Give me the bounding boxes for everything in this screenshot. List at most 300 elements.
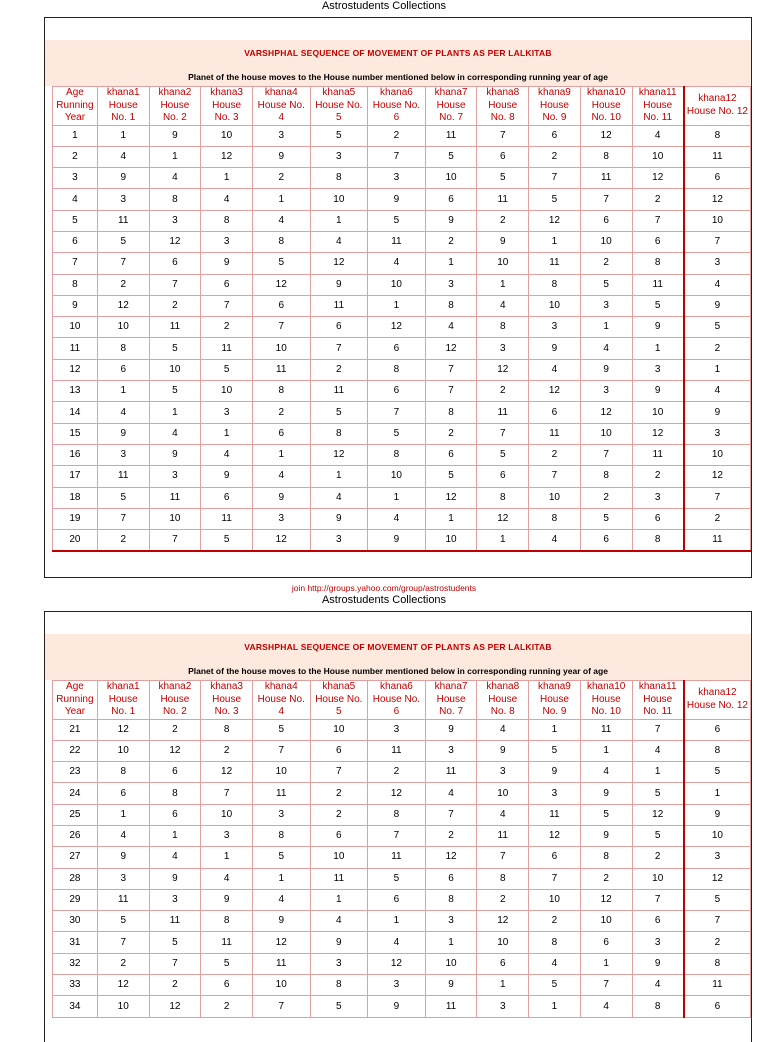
house-cell: 1 [684, 783, 751, 804]
house-cell: 7 [310, 338, 368, 359]
house-cell: 4 [425, 317, 477, 338]
house-cell: 7 [477, 423, 529, 444]
footer-link[interactable]: join http://groups.yahoo.com/group/astrostudents [291, 583, 477, 593]
table-row [53, 825, 751, 846]
house-cell: 6 [201, 274, 253, 295]
table-row [53, 847, 751, 868]
house-cell: 1 [425, 508, 477, 529]
khana8-column-header [477, 87, 529, 126]
house-cell: 1 [97, 125, 149, 146]
header-line: House [488, 693, 518, 705]
house-cell: 1 [310, 889, 368, 910]
house-cell: 3 [684, 423, 751, 444]
khana9-column-header [529, 87, 581, 126]
house-cell: 1 [252, 868, 310, 889]
house-cell: 6 [368, 889, 426, 910]
header-line: House [539, 99, 569, 111]
house-cell: 10 [529, 889, 581, 910]
section-subtitle: Planet of the house moves to the House number mentioned below in corresponding running year of age [188, 72, 608, 82]
khana12-column-header [684, 87, 751, 126]
house-cell: 6 [477, 953, 529, 974]
house-cell: 12 [580, 402, 632, 423]
house-cell: 5 [684, 317, 751, 338]
house-cell: 8 [97, 762, 149, 783]
house-cell: 2 [580, 253, 632, 274]
header-line: No. 9 [542, 706, 567, 717]
house-cell: 11 [477, 189, 529, 210]
house-cell: 8 [310, 168, 368, 189]
house-cell: 2 [684, 508, 751, 529]
header-line: khana10 [586, 681, 626, 692]
house-cell: 3 [425, 740, 477, 761]
khana10-column-header [580, 87, 632, 126]
header-line: House [160, 99, 190, 111]
khana2-column-header [149, 87, 201, 126]
house-cell: 3 [201, 231, 253, 252]
header-line: House [436, 99, 466, 111]
house-cell: 6 [425, 444, 477, 465]
house-cell: 11 [425, 762, 477, 783]
house-cell: 3 [310, 530, 368, 552]
age-cell: 31 [53, 932, 98, 953]
table-row [53, 530, 751, 552]
house-cell: 6 [425, 189, 477, 210]
house-cell: 3 [529, 317, 581, 338]
khana9-column-header [529, 681, 581, 720]
header-line: Year [64, 706, 86, 717]
house-cell: 3 [149, 466, 201, 487]
house-cell: 9 [149, 125, 201, 146]
khana3-column-header [201, 87, 253, 126]
house-cell: 8 [368, 359, 426, 380]
house-cell: 1 [632, 762, 684, 783]
house-cell: 7 [368, 146, 426, 167]
house-cell: 11 [684, 530, 751, 552]
header-line: Running [56, 99, 94, 111]
house-cell: 12 [252, 274, 310, 295]
house-cell: 8 [425, 295, 477, 316]
house-cell: 7 [97, 508, 149, 529]
khana3-column-header [201, 681, 253, 720]
table-row [53, 889, 751, 910]
house-cell: 9 [632, 381, 684, 402]
header-line: khana8 [486, 681, 520, 692]
age-cell: 25 [53, 804, 98, 825]
table-row [53, 338, 751, 359]
house-cell: 9 [201, 253, 253, 274]
house-cell: 9 [580, 825, 632, 846]
house-cell: 6 [201, 487, 253, 508]
table-row [53, 295, 751, 316]
header-line: House No. [372, 693, 421, 705]
age-column-header [53, 681, 98, 720]
house-cell: 8 [684, 953, 751, 974]
house-cell: 5 [425, 466, 477, 487]
house-cell: 6 [632, 911, 684, 932]
house-cell: 7 [97, 253, 149, 274]
header-line: khana2 [158, 681, 192, 692]
header-line: 5 [336, 706, 342, 717]
header-line: khana5 [322, 87, 356, 98]
header-line: House [212, 693, 242, 705]
house-cell: 12 [529, 825, 581, 846]
house-cell: 9 [425, 210, 477, 231]
header-line: House [212, 99, 242, 111]
header-line: House [108, 99, 138, 111]
house-cell: 3 [529, 783, 581, 804]
house-cell: 12 [425, 847, 477, 868]
header-line: House No. [372, 99, 421, 111]
house-cell: 9 [368, 996, 426, 1017]
house-cell: 2 [201, 740, 253, 761]
house-cell: 5 [149, 932, 201, 953]
table-row [53, 402, 751, 423]
house-cell: 1 [580, 740, 632, 761]
house-cell: 10 [252, 338, 310, 359]
house-cell: 2 [529, 444, 581, 465]
table-row [53, 168, 751, 189]
house-cell: 5 [684, 762, 751, 783]
house-cell: 5 [252, 253, 310, 274]
house-cell: 3 [368, 719, 426, 740]
house-cell: 7 [149, 530, 201, 552]
house-cell: 3 [425, 911, 477, 932]
house-cell: 7 [529, 168, 581, 189]
header-line: House No. [315, 693, 363, 705]
house-cell: 11 [425, 125, 477, 146]
house-cell: 11 [368, 847, 426, 868]
house-cell: 7 [580, 975, 632, 996]
varshphal-table-1 [52, 86, 751, 552]
house-cell: 8 [201, 210, 253, 231]
header-line: khana1 [106, 87, 140, 98]
house-cell: 3 [477, 996, 529, 1017]
header-line: khana11 [638, 87, 677, 98]
house-cell: 5 [368, 423, 426, 444]
house-cell: 1 [310, 210, 368, 231]
house-cell: 5 [310, 996, 368, 1017]
table-row [53, 381, 751, 402]
house-cell: 12 [684, 868, 751, 889]
house-cell: 11 [310, 868, 368, 889]
header-line: khana7 [434, 681, 468, 692]
house-cell: 9 [580, 359, 632, 380]
house-cell: 6 [684, 996, 751, 1017]
house-cell: 11 [149, 911, 201, 932]
house-cell: 2 [201, 996, 253, 1017]
house-cell: 11 [149, 487, 201, 508]
house-cell: 2 [580, 487, 632, 508]
house-cell: 3 [252, 508, 310, 529]
house-cell: 4 [149, 168, 201, 189]
house-cell: 10 [632, 146, 684, 167]
house-cell: 2 [368, 762, 426, 783]
table-row [53, 740, 751, 761]
header-line: House [643, 99, 673, 111]
house-cell: 7 [149, 953, 201, 974]
house-cell: 1 [580, 953, 632, 974]
khana1-column-header [97, 87, 149, 126]
house-cell: 9 [477, 231, 529, 252]
table-row [53, 783, 751, 804]
age-cell: 7 [53, 253, 98, 274]
age-cell: 4 [53, 189, 98, 210]
table-row [53, 508, 751, 529]
house-cell: 8 [310, 975, 368, 996]
house-cell: 2 [529, 911, 581, 932]
title-band [45, 40, 751, 86]
house-cell: 8 [477, 868, 529, 889]
house-cell: 12 [368, 783, 426, 804]
house-cell: 12 [580, 125, 632, 146]
section-subtitle: Planet of the house moves to the House number mentioned below in corresponding running year of age [188, 666, 608, 676]
age-cell: 32 [53, 953, 98, 974]
house-cell: 4 [529, 953, 581, 974]
house-cell: 7 [684, 231, 751, 252]
house-cell: 5 [477, 444, 529, 465]
house-cell: 4 [310, 487, 368, 508]
house-cell: 8 [529, 932, 581, 953]
house-cell: 6 [529, 125, 581, 146]
house-cell: 12 [201, 762, 253, 783]
header-line: khana8 [486, 87, 520, 98]
house-cell: 12 [368, 953, 426, 974]
varshphal-table-2 [52, 680, 751, 1018]
page-header: Astrostudents Collections [321, 594, 447, 606]
table-row [53, 423, 751, 444]
header-line: No. 3 [214, 112, 239, 123]
house-cell: 7 [201, 783, 253, 804]
house-cell: 7 [252, 317, 310, 338]
house-cell: 8 [97, 338, 149, 359]
house-cell: 5 [252, 719, 310, 740]
house-cell: 4 [252, 210, 310, 231]
title-band [45, 634, 751, 680]
house-cell: 9 [368, 530, 426, 552]
house-cell: 3 [149, 210, 201, 231]
house-cell: 6 [97, 359, 149, 380]
house-cell: 10 [149, 508, 201, 529]
house-cell: 9 [580, 783, 632, 804]
house-cell: 10 [201, 804, 253, 825]
header-line: khana6 [380, 87, 413, 98]
header-line: Year [64, 112, 86, 123]
house-cell: 5 [580, 508, 632, 529]
table-row [53, 231, 751, 252]
house-cell: 4 [684, 381, 751, 402]
table-row [53, 210, 751, 231]
header-line: 5 [336, 112, 342, 123]
header-line: House No. [257, 693, 305, 705]
house-cell: 1 [252, 444, 310, 465]
house-cell: 9 [684, 402, 751, 423]
house-cell: 3 [149, 889, 201, 910]
age-cell: 9 [53, 295, 98, 316]
house-cell: 12 [149, 740, 201, 761]
house-cell: 9 [368, 189, 426, 210]
house-cell: 1 [368, 911, 426, 932]
age-cell: 19 [53, 508, 98, 529]
house-cell: 12 [529, 210, 581, 231]
house-cell: 4 [201, 189, 253, 210]
section-title: VARSHPHAL SEQUENCE OF MOVEMENT OF PLANTS AS PER LALKITAB [244, 642, 552, 652]
house-cell: 12 [425, 487, 477, 508]
house-cell: 11 [252, 783, 310, 804]
house-cell: 4 [529, 530, 581, 552]
house-cell: 8 [529, 508, 581, 529]
house-cell: 4 [149, 847, 201, 868]
age-cell: 29 [53, 889, 98, 910]
house-cell: 4 [477, 804, 529, 825]
khana2-column-header [149, 681, 201, 720]
house-cell: 7 [477, 847, 529, 868]
table-row [53, 444, 751, 465]
house-cell: 2 [580, 868, 632, 889]
house-cell: 10 [368, 466, 426, 487]
house-cell: 5 [149, 338, 201, 359]
house-cell: 5 [632, 783, 684, 804]
house-cell: 6 [149, 253, 201, 274]
house-cell: 1 [529, 231, 581, 252]
house-cell: 9 [684, 804, 751, 825]
house-cell: 10 [684, 825, 751, 846]
house-cell: 9 [477, 740, 529, 761]
age-cell: 33 [53, 975, 98, 996]
house-cell: 6 [580, 932, 632, 953]
house-cell: 10 [310, 847, 368, 868]
house-cell: 5 [310, 402, 368, 423]
header-line: khana5 [322, 681, 356, 692]
house-cell: 5 [97, 487, 149, 508]
section-title: VARSHPHAL SEQUENCE OF MOVEMENT OF PLANTS AS PER LALKITAB [244, 48, 552, 58]
khana5-column-header [310, 681, 368, 720]
header-line: khana7 [434, 87, 468, 98]
header-line: House [591, 693, 621, 705]
age-cell: 5 [53, 210, 98, 231]
house-cell: 10 [477, 783, 529, 804]
house-cell: 8 [632, 530, 684, 552]
khana4-column-header [252, 681, 310, 720]
house-cell: 4 [632, 740, 684, 761]
house-cell: 11 [580, 168, 632, 189]
house-cell: 5 [632, 825, 684, 846]
table-row [53, 146, 751, 167]
header-line: khana4 [264, 87, 298, 98]
house-cell: 8 [632, 996, 684, 1017]
header-line: khana3 [210, 87, 243, 98]
house-cell: 3 [97, 868, 149, 889]
table-row [53, 932, 751, 953]
house-cell: 1 [529, 719, 581, 740]
house-cell: 11 [201, 932, 253, 953]
house-cell: 7 [252, 996, 310, 1017]
house-cell: 10 [425, 530, 477, 552]
house-cell: 10 [425, 953, 477, 974]
house-cell: 6 [529, 847, 581, 868]
house-cell: 5 [529, 189, 581, 210]
age-cell: 18 [53, 487, 98, 508]
house-cell: 3 [310, 146, 368, 167]
header-line: House [160, 693, 190, 705]
house-cell: 2 [684, 932, 751, 953]
house-cell: 4 [477, 719, 529, 740]
house-cell: 4 [632, 125, 684, 146]
house-cell: 1 [97, 381, 149, 402]
house-cell: 10 [632, 402, 684, 423]
house-cell: 2 [97, 274, 149, 295]
house-cell: 11 [368, 231, 426, 252]
house-cell: 8 [368, 444, 426, 465]
house-cell: 2 [149, 295, 201, 316]
house-cell: 9 [252, 146, 310, 167]
house-cell: 3 [632, 932, 684, 953]
header-line: No. 1 [111, 706, 136, 717]
house-cell: 2 [425, 231, 477, 252]
khana12-column-header [684, 681, 751, 720]
age-cell: 11 [53, 338, 98, 359]
age-cell: 26 [53, 825, 98, 846]
house-cell: 4 [580, 762, 632, 783]
house-cell: 4 [632, 975, 684, 996]
house-cell: 9 [310, 274, 368, 295]
khana5-column-header [310, 87, 368, 126]
house-cell: 1 [149, 825, 201, 846]
house-cell: 3 [97, 444, 149, 465]
house-cell: 6 [149, 804, 201, 825]
house-cell: 11 [684, 975, 751, 996]
house-cell: 12 [529, 381, 581, 402]
khana11-column-header [632, 681, 684, 720]
house-cell: 6 [684, 168, 751, 189]
house-cell: 10 [97, 317, 149, 338]
house-cell: 11 [149, 317, 201, 338]
house-cell: 4 [368, 932, 426, 953]
house-cell: 10 [201, 381, 253, 402]
table-row [53, 804, 751, 825]
house-cell: 7 [684, 487, 751, 508]
house-cell: 7 [425, 381, 477, 402]
table-row [53, 868, 751, 889]
house-cell: 11 [310, 295, 368, 316]
house-cell: 4 [201, 868, 253, 889]
age-cell: 8 [53, 274, 98, 295]
header-line: No. 10 [591, 706, 621, 717]
header-line: 4 [278, 112, 285, 123]
table-row [53, 317, 751, 338]
house-cell: 1 [477, 975, 529, 996]
house-cell: 11 [477, 402, 529, 423]
table-row [53, 487, 751, 508]
header-line: khana6 [380, 681, 413, 692]
house-cell: 12 [632, 168, 684, 189]
house-cell: 4 [201, 444, 253, 465]
header-line: No. 1 [111, 112, 136, 123]
age-cell: 14 [53, 402, 98, 423]
house-cell: 8 [425, 889, 477, 910]
house-cell: 5 [201, 359, 253, 380]
age-cell: 2 [53, 146, 98, 167]
house-cell: 7 [149, 274, 201, 295]
house-cell: 6 [477, 146, 529, 167]
house-cell: 7 [310, 762, 368, 783]
house-cell: 5 [149, 381, 201, 402]
house-cell: 11 [310, 381, 368, 402]
house-cell: 12 [477, 911, 529, 932]
table-row [53, 359, 751, 380]
house-cell: 10 [97, 996, 149, 1017]
house-cell: 5 [368, 868, 426, 889]
house-cell: 10 [632, 868, 684, 889]
